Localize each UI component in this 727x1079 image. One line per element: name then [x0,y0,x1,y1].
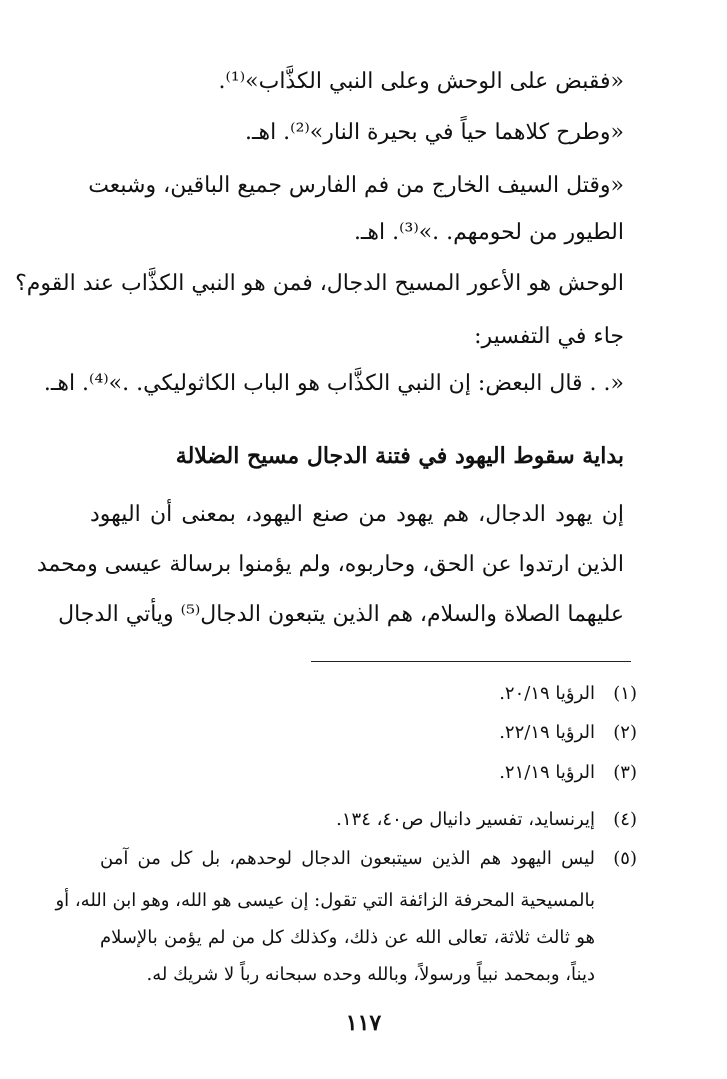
footnote-2 [100,717,637,749]
section-heading: بداية سقوط اليهود في فتنة الدجال مسيح الضلالة [175,443,624,469]
footnote-4 [100,804,637,836]
footnote-3 [100,757,637,789]
footnote-5 [100,843,637,875]
quote-line-4: الطيور من لحومهم. .»⁽³⁾. اهـ. [353,220,624,245]
tafsir-intro-line: جاء في التفسير: [474,324,624,349]
quote-line-3: «وقتل السيف الخارج من فم الفارس جميع الباقين، وشبعت [88,173,624,198]
footnote-text: ليس اليهود هم الذين سيتبعون الدجال لوحدهم، بل كل من آمن [100,848,595,869]
footnote-number: (٤) [613,809,637,830]
tafsir-quote-line: «. . قال البعض: إن النبي الكذَّاب هو الباب الكاثوليكي. .»⁽⁴⁾. اهـ. [43,371,624,396]
question-line: الوحش هو الأعور المسيح الدجال، فمن هو النبي الكذَّاب عند القوم؟ [15,271,624,296]
footnote-text: الرؤيا ٢٠/١٩. [499,683,595,704]
footnote-5-line-2: بالمسيحية المحرفة الزائفة التي تقول: إن عيسى هو الله، وهو ابن الله، أو [55,890,595,911]
footnote-text: الرؤيا ٢١/١٩. [499,762,595,783]
paragraph-line-3: عليهما الصلاة والسلام، هم الذين يتبعون الدجال⁽⁵⁾ ويأتي الدجال [58,602,624,627]
quote-line-1: «فقبض على الوحش وعلى النبي الكذَّاب»⁽¹⁾. [218,69,624,94]
footnote-number: (٥) [613,848,637,869]
footnote-text: الرؤيا ٢٢/١٩. [499,722,595,743]
footnote-text: إيرنسايد، تفسير دانيال ص٤٠، ١٣٤. [336,809,595,830]
page-number: ١١٧ [345,1010,382,1036]
footnote-5-line-4: ديناً، وبمحمد نبياً ورسولاً، وبالله وحده سبحانه رباً لا شريك له. [146,964,595,985]
paragraph-line-1: إن يهود الدجال، هم يهود من صنع اليهود، بمعنى أن اليهود [90,502,624,527]
footnote-number: (٢) [613,722,637,743]
footnote-separator [311,661,631,662]
quote-line-2: «وطرح كلاهما حياً في بحيرة النار»⁽²⁾. اهـ. [245,120,624,145]
footnote-number: (٣) [613,762,637,783]
footnote-1 [100,678,637,710]
footnote-5-line-3: هو ثالث ثلاثة، تعالى الله عن ذلك، وكذلك كل من لم يؤمن بالإسلام [100,927,595,948]
paragraph-line-2: الذين ارتدوا عن الحق، وحاربوه، ولم يؤمنوا برسالة عيسى ومحمد [36,552,624,577]
footnote-number: (١) [613,683,637,704]
